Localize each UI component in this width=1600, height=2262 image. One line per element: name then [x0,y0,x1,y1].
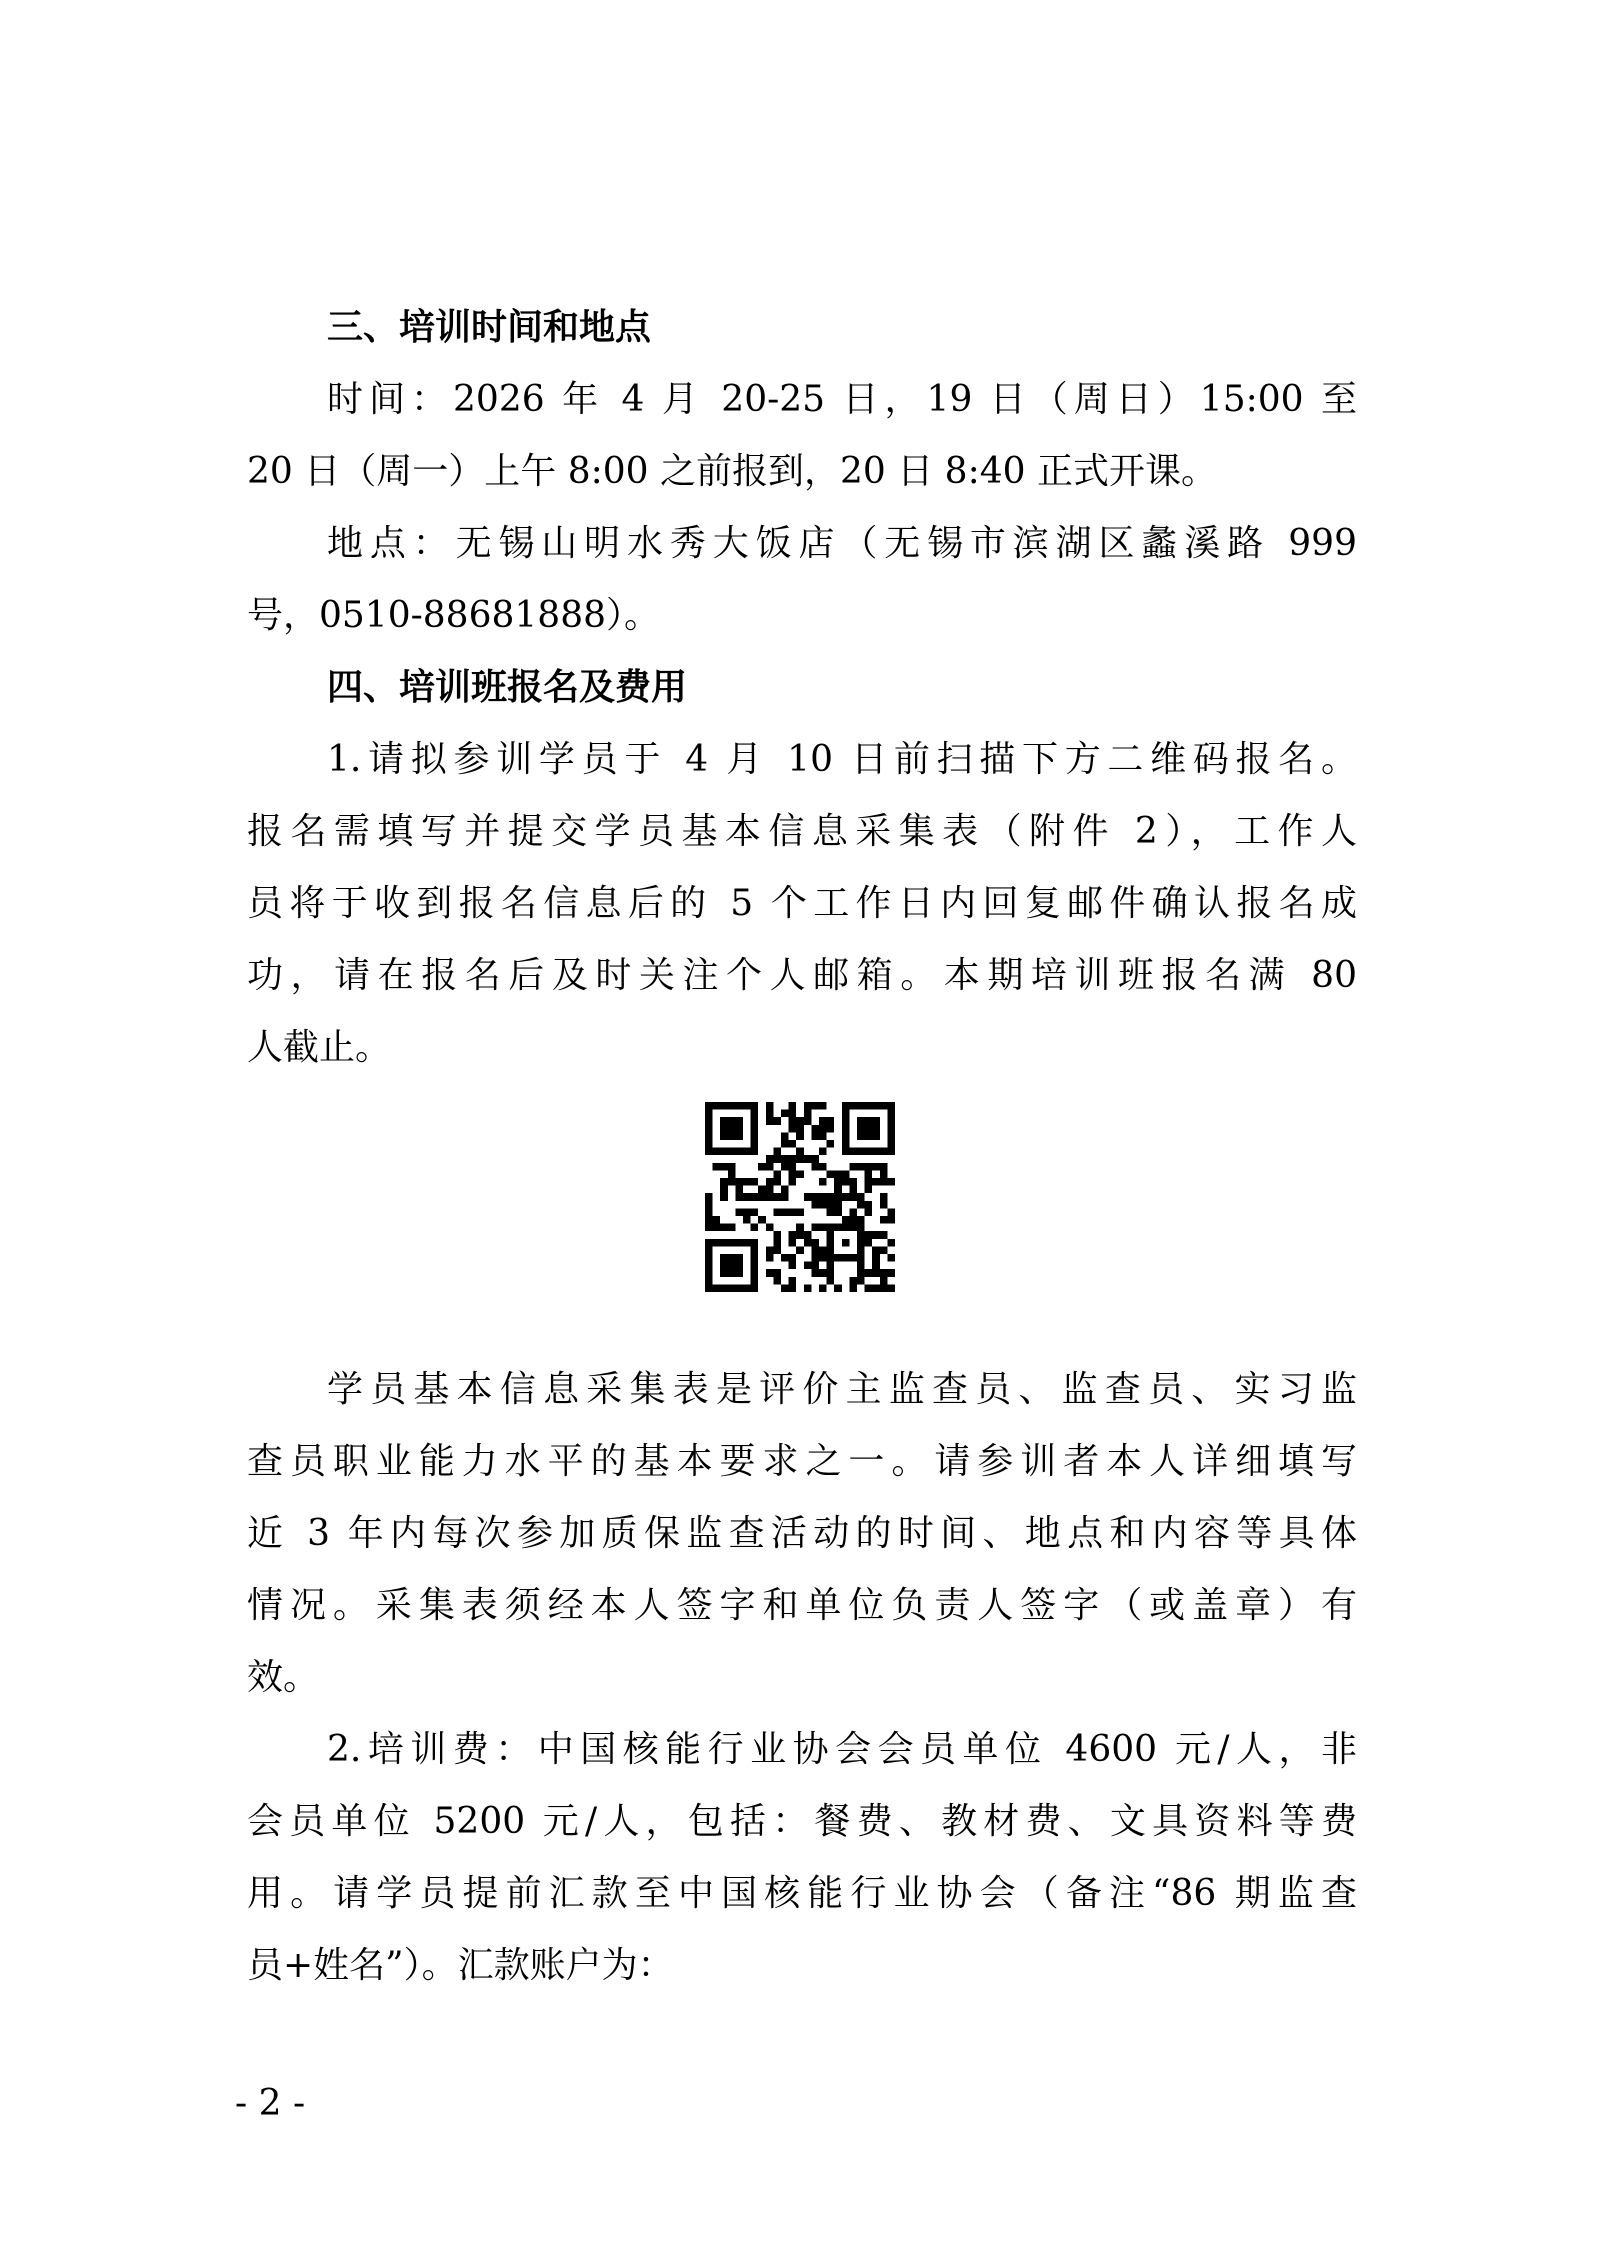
time-line-1: 时间：2026 年 4 月 20-25 日，19 日（周日）15:00 至 [327,379,1357,420]
location-line-1: 地点：无锡山明水秀大饭店（无锡市滨湖区蠡溪路 999 [327,523,1357,564]
info-collection-paragraph [247,1354,1357,2002]
section-3-heading: 三、培训时间和地点 [327,307,652,348]
info-line-3: 近 3 年内每次参加质保监查活动的时间、地点和内容等具体 [247,1513,1357,1554]
registration-qr-code[interactable] [705,1102,895,1292]
item-1-line-1: 1.请拟参训学员于 4 月 10 日前扫描下方二维码报名。 [327,739,1357,780]
info-line-4: 情况。采集表须经本人签字和单位负责人签字（或盖章）有 [247,1585,1357,1626]
item-2-line-2: 会员单位 5200 元/人，包括：餐费、教材费、文具资料等费 [247,1801,1357,1842]
info-line-1: 学员基本信息采集表是评价主监查员、监查员、实习监 [327,1369,1357,1410]
info-line-2: 查员职业能力水平的基本要求之一。请参训者本人详细填写 [247,1441,1357,1482]
item-2-line-3: 用。请学员提前汇款至中国核能行业协会（备注“86 期监查 [247,1873,1357,1914]
item-1-line-3: 员将于收到报名信息后的 5 个工作日内回复邮件确认报名成 [247,883,1357,924]
location-line-2: 号，0510-88681888）。 [247,595,661,636]
section-3 [247,292,1357,1084]
item-1-line-5: 人截止。 [247,1027,392,1068]
page-number: - 2 - [235,2083,306,2124]
time-line-2: 20 日（周一）上午 8:00 之前报到，20 日 8:40 正式开课。 [247,451,1217,492]
item-2-line-4: 员+姓名”）。汇款账户为： [247,1945,674,1986]
section-4-heading: 四、培训班报名及费用 [327,667,688,708]
info-line-5: 效。 [247,1657,320,1698]
item-1-line-2: 报名需填写并提交学员基本信息采集表（附件 2），工作人 [247,811,1357,852]
item-2-line-1: 2.培训费：中国核能行业协会会员单位 4600 元/人，非 [327,1729,1357,1770]
item-1-line-4: 功，请在报名后及时关注个人邮箱。本期培训班报名满 80 [247,955,1357,996]
